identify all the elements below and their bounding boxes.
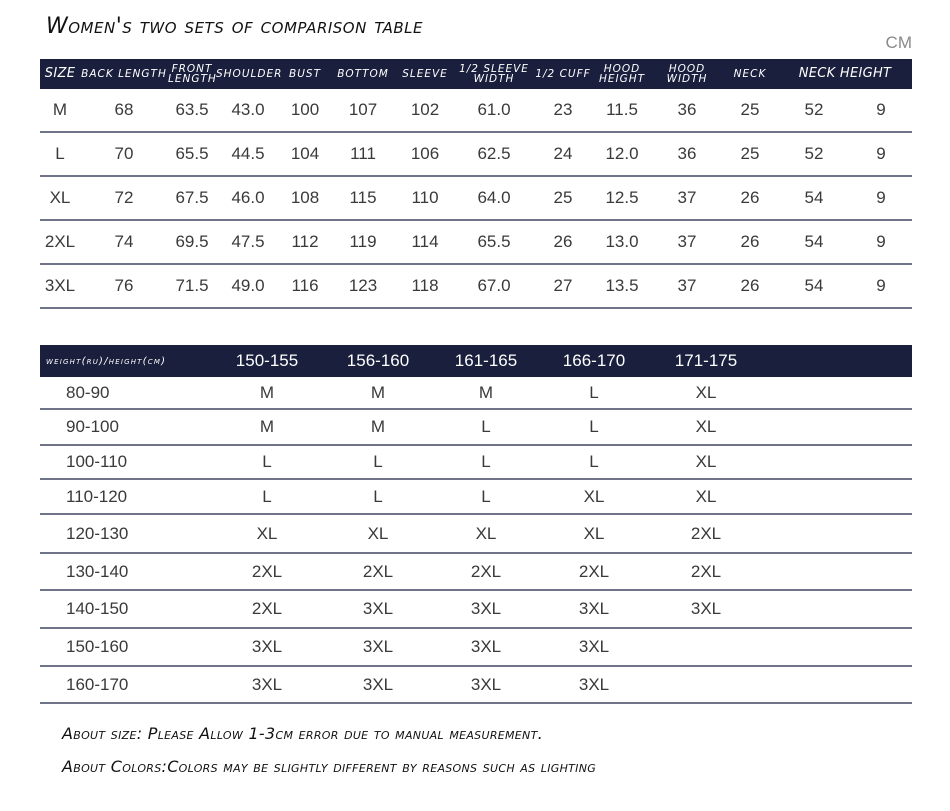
cell-size: 3XL <box>690 599 722 618</box>
header-bust: BUST <box>289 68 321 80</box>
cell-size: 2XL <box>470 561 502 581</box>
cell-neck: 26 <box>740 276 760 295</box>
header-height-4: 166-170 <box>562 351 626 370</box>
cell-bottom: 123 <box>348 276 378 295</box>
cell-weight: 130-140 <box>66 561 129 581</box>
cell-size: XL <box>475 523 497 543</box>
cell-shoulder: 43.0 <box>231 100 265 119</box>
cell-weight: 120-130 <box>66 523 129 543</box>
cell-front-length: 71.5 <box>175 276 209 295</box>
cell-half-cuff: 26 <box>553 232 573 251</box>
cell-size: 3XL <box>362 674 394 694</box>
cell-size: XL <box>49 188 71 207</box>
cell-size: 3XL <box>578 637 610 656</box>
cell-size: 3XL <box>578 674 610 694</box>
cell-shoulder: 49.0 <box>231 276 265 295</box>
cell-weight: 100-110 <box>66 452 128 471</box>
cell-neck: 25 <box>740 144 760 163</box>
cell-bottom: 115 <box>349 188 377 207</box>
cell-neck-height: 52 <box>804 100 824 119</box>
cell-size: L <box>481 486 491 506</box>
cell-size: XL <box>583 523 605 543</box>
cell-back-length: 70 <box>114 144 134 163</box>
cell-size: M <box>478 382 494 402</box>
cell-hood-width: 37 <box>677 276 697 295</box>
cell-neck-height: 54 <box>804 188 824 207</box>
cell-size: M <box>52 100 68 119</box>
cell-half-cuff: 25 <box>553 188 573 207</box>
cell-half-sleeve-width: 67.0 <box>477 276 511 295</box>
cell-size: L <box>55 144 65 163</box>
header-sleeve: SLEEVE <box>402 68 448 80</box>
cell-bust: 116 <box>291 276 319 295</box>
cell-neck-height-extra: 9 <box>876 100 886 119</box>
unit-label: CM <box>885 33 912 52</box>
cell-size: 2XL <box>251 599 283 618</box>
cell-half-cuff: 24 <box>553 144 573 163</box>
header-height-3: 161-165 <box>454 351 518 370</box>
cell-size: L <box>589 452 599 471</box>
cell-size: XL <box>256 523 278 543</box>
cell-bottom: 107 <box>348 100 378 119</box>
cell-hood-width: 36 <box>677 144 697 163</box>
header-size: SIZE <box>44 66 76 81</box>
cell-hood-width: 37 <box>677 188 697 207</box>
cell-size: L <box>262 486 272 506</box>
size-table-body <box>40 89 912 309</box>
cell-bust: 108 <box>290 188 320 207</box>
size-note: About size: Please Allow 1-3cm error due to manual measurement. <box>62 724 543 743</box>
cell-size: 3XL <box>251 674 283 694</box>
size-row <box>40 177 912 221</box>
weight-row <box>40 554 912 591</box>
size-row <box>40 133 912 177</box>
cell-size: L <box>481 452 491 471</box>
cell-hood-height: 13.0 <box>605 232 639 251</box>
cell-size: 3XL <box>578 599 610 618</box>
cell-half-cuff: 27 <box>553 276 573 295</box>
cell-neck-height: 54 <box>804 232 824 251</box>
cell-shoulder: 44.5 <box>231 144 265 163</box>
weight-row <box>40 446 912 480</box>
weight-row <box>40 591 912 629</box>
cell-size: 3XL <box>470 599 502 618</box>
page-title: Women's two sets of comparison table <box>46 14 424 39</box>
header-height-2: 156-160 <box>346 351 410 370</box>
cell-back-length: 68 <box>114 100 134 119</box>
cell-weight: 80-90 <box>66 382 110 402</box>
cell-size: L <box>589 382 599 402</box>
cell-size: 3XL <box>362 637 394 656</box>
cell-hood-width: 37 <box>677 232 697 251</box>
weight-row <box>40 515 912 554</box>
cell-weight: 90-100 <box>66 417 119 436</box>
cell-size: 3XL <box>470 637 502 656</box>
cell-sleeve: 106 <box>410 144 440 163</box>
header-half-sleeve-width: 1/2 SLEEVE WIDTH <box>459 63 529 85</box>
size-table-header <box>40 59 912 89</box>
cell-size: L <box>262 452 272 471</box>
header-weight-height: weight(ru)/height(cm) <box>46 355 167 367</box>
header-front-length: FRONT LENGTH <box>168 63 217 85</box>
weight-row <box>40 410 912 446</box>
cell-size: XL <box>367 523 389 543</box>
cell-size: XL <box>695 417 717 436</box>
cell-size: 2XL <box>251 561 283 581</box>
cell-sleeve: 118 <box>411 276 439 295</box>
cell-front-length: 63.5 <box>175 100 209 119</box>
cell-size: L <box>481 417 491 436</box>
cell-neck: 25 <box>740 100 760 119</box>
cell-neck-height-extra: 9 <box>876 144 886 163</box>
weight-row <box>40 667 912 704</box>
weight-row <box>40 377 912 410</box>
cell-weight: 110-120 <box>66 486 128 506</box>
cell-neck-height-extra: 9 <box>876 188 886 207</box>
weight-height-body <box>40 377 912 704</box>
cell-hood-height: 11.5 <box>606 100 638 119</box>
cell-back-length: 74 <box>114 232 134 251</box>
cell-size: 3XL <box>470 674 502 694</box>
cell-size: M <box>259 382 275 402</box>
cell-size: M <box>370 417 386 436</box>
size-row <box>40 221 912 265</box>
weight-row <box>40 629 912 667</box>
cell-size: L <box>373 452 383 471</box>
size-row <box>40 265 912 309</box>
cell-size: 3XL <box>44 276 76 295</box>
weight-height-table <box>40 345 912 704</box>
cell-neck: 26 <box>740 232 760 251</box>
cell-front-length: 65.5 <box>175 144 209 163</box>
cell-hood-height: 12.0 <box>605 144 639 163</box>
cell-size: 3XL <box>251 637 283 656</box>
cell-bust: 104 <box>290 144 320 163</box>
header-shoulder: SHOULDER <box>216 68 283 80</box>
header-bottom: BOTTOM <box>337 68 389 80</box>
header-hood-width: HOOD WIDTH <box>666 63 708 85</box>
header-back-length: BACK LENGTH <box>81 68 167 80</box>
cell-sleeve: 110 <box>411 188 439 207</box>
cell-sleeve: 102 <box>410 100 440 119</box>
cell-size: 2XL <box>690 561 722 581</box>
cell-front-length: 67.5 <box>175 188 209 207</box>
cell-size: 2XL <box>44 232 76 251</box>
cell-sleeve: 114 <box>411 232 439 251</box>
cell-size: 3XL <box>362 599 394 618</box>
cell-size: XL <box>695 486 717 506</box>
cell-neck-height-extra: 9 <box>876 276 886 295</box>
cell-half-sleeve-width: 62.5 <box>477 144 511 163</box>
cell-shoulder: 46.0 <box>231 188 265 207</box>
cell-size: M <box>370 382 386 402</box>
header-neck: NECK <box>733 68 767 80</box>
cell-neck-height: 52 <box>804 144 824 163</box>
header-height-1: 150-155 <box>235 351 299 370</box>
cell-hood-height: 12.5 <box>605 188 639 207</box>
cell-half-sleeve-width: 64.0 <box>477 188 511 207</box>
cell-back-length: 72 <box>114 188 134 207</box>
weight-row <box>40 480 912 515</box>
size-row <box>40 89 912 133</box>
cell-half-cuff: 23 <box>553 100 573 119</box>
cell-neck-height: 54 <box>804 276 824 295</box>
cell-hood-width: 36 <box>677 100 697 119</box>
cell-neck-height-extra: 9 <box>876 232 886 251</box>
cell-size: XL <box>583 486 605 506</box>
cell-bottom: 119 <box>349 232 377 251</box>
cell-size: L <box>589 417 599 436</box>
header-hood-height: HOOD HEIGHT <box>598 63 646 85</box>
header-half-cuff: 1/2 CUFF <box>535 68 591 80</box>
size-measurement-table <box>40 59 912 309</box>
cell-weight: 160-170 <box>66 674 129 694</box>
cell-hood-height: 13.5 <box>605 276 639 295</box>
cell-bottom: 111 <box>350 144 376 163</box>
cell-weight: 140-150 <box>66 599 129 618</box>
cell-size: XL <box>695 452 717 471</box>
cell-front-length: 69.5 <box>175 232 209 251</box>
cell-size: XL <box>695 382 717 402</box>
cell-half-sleeve-width: 65.5 <box>477 232 511 251</box>
cell-back-length: 76 <box>114 276 134 295</box>
cell-half-sleeve-width: 61.0 <box>477 100 511 119</box>
cell-size: L <box>373 486 383 506</box>
cell-bust: 100 <box>290 100 320 119</box>
cell-size: 2XL <box>690 523 722 543</box>
cell-weight: 150-160 <box>66 637 129 656</box>
header-neck-height: NECK HEIGHT <box>798 66 892 81</box>
cell-bust: 112 <box>291 232 319 251</box>
cell-size: 2XL <box>578 561 610 581</box>
cell-size: M <box>259 417 275 436</box>
colors-note: About Colors:Colors may be slightly different by reasons such as lighting <box>62 757 597 776</box>
cell-size: 2XL <box>362 561 394 581</box>
cell-neck: 26 <box>740 188 760 207</box>
header-height-5: 171-175 <box>674 351 738 370</box>
weight-height-header <box>40 345 912 377</box>
cell-shoulder: 47.5 <box>231 232 265 251</box>
